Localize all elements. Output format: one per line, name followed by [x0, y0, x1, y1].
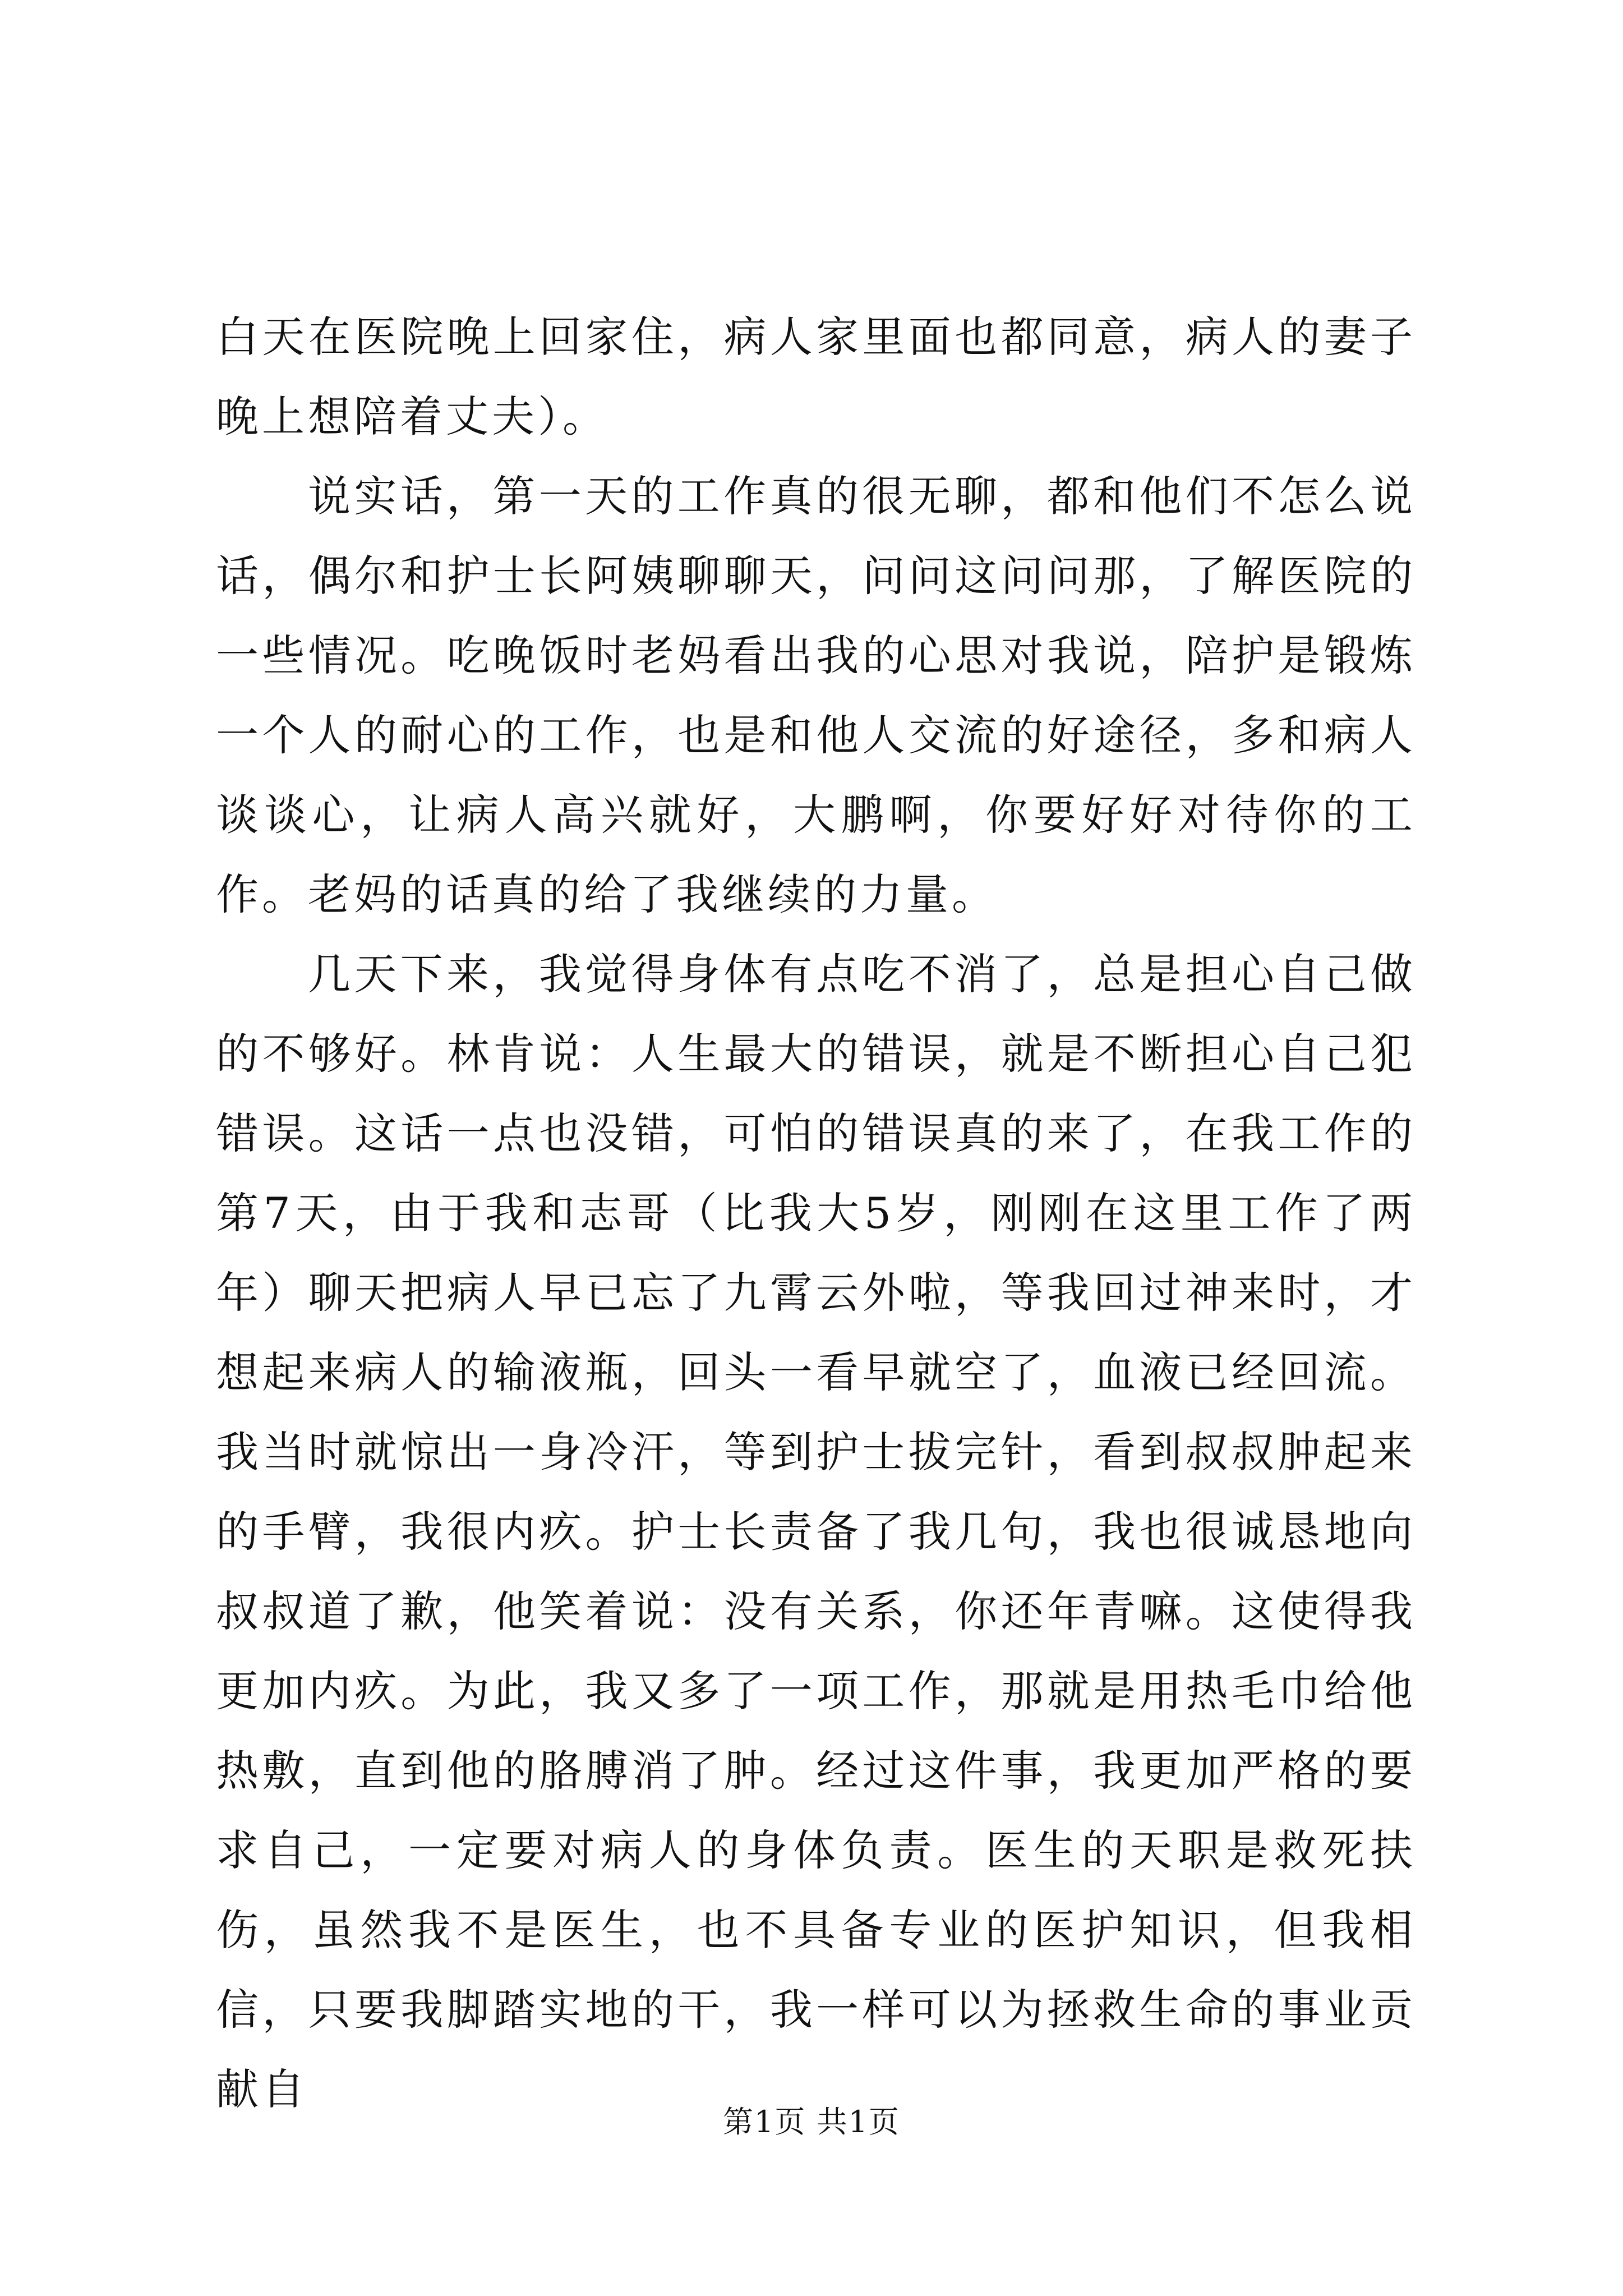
paragraph-first-day: 说实话，第一天的工作真的很无聊，都和他们不怎么说话，偶尔和护士长阿姨聊聊天，问问这问问那，了解医院的一些情况。吃晚饭时老妈看出我的心思对我说，陪护是锻炼一个人的耐心的工作，也是和他人交流的好途径，多和病人谈谈心，让病人高兴就好，大鹏啊，你要好好对待你的工作。老妈的话真的给了我继续的力量。: [216, 471, 1416, 919]
document-body: [216, 297, 1416, 2129]
paragraph-continuation: 白天在医院晚上回家住，病人家里面也都同意，病人的妻子晚上想陪着丈夫）。: [216, 312, 1416, 441]
page-footer: 第1页 共1页: [723, 2104, 900, 2139]
paragraph-mistake: 几天下来，我觉得身体有点吃不消了，总是担心自己做的不够好。林肯说：人生最大的错误，就是不断担心自己犯错误。这话一点也没错，可怕的错误真的来了，在我工作的第7天，由于我和志哥（比我大5岁，刚刚在这里工作了两年）聊天把病人早已忘了九霄云外啦，等我回过神来时，才想起来病人的输液瓶，回头一看早就空了，血液已经回流。我当时就惊出一身冷汗，等到护士拔完针，看到叔叔肿起来的手臂，我很内疚。护士长责备了我几句，我也很诚恳地向叔叔道了歉，他笑着说：没有关系，你还年青嘛。这使得我更加内疚。为此，我又多了一项工作，那就是用热毛巾给他热敷，直到他的胳膊消了肿。经过这件事，我更加严格的要求自己，一定要对病人的身体负责。医生的天职是救死扶伤，虽然我不是医生，也不具备专业的医护知识，但我相信，只要我脚踏实地的干，我一样可以为拯救生命的事业贡献自: [216, 949, 1416, 2114]
